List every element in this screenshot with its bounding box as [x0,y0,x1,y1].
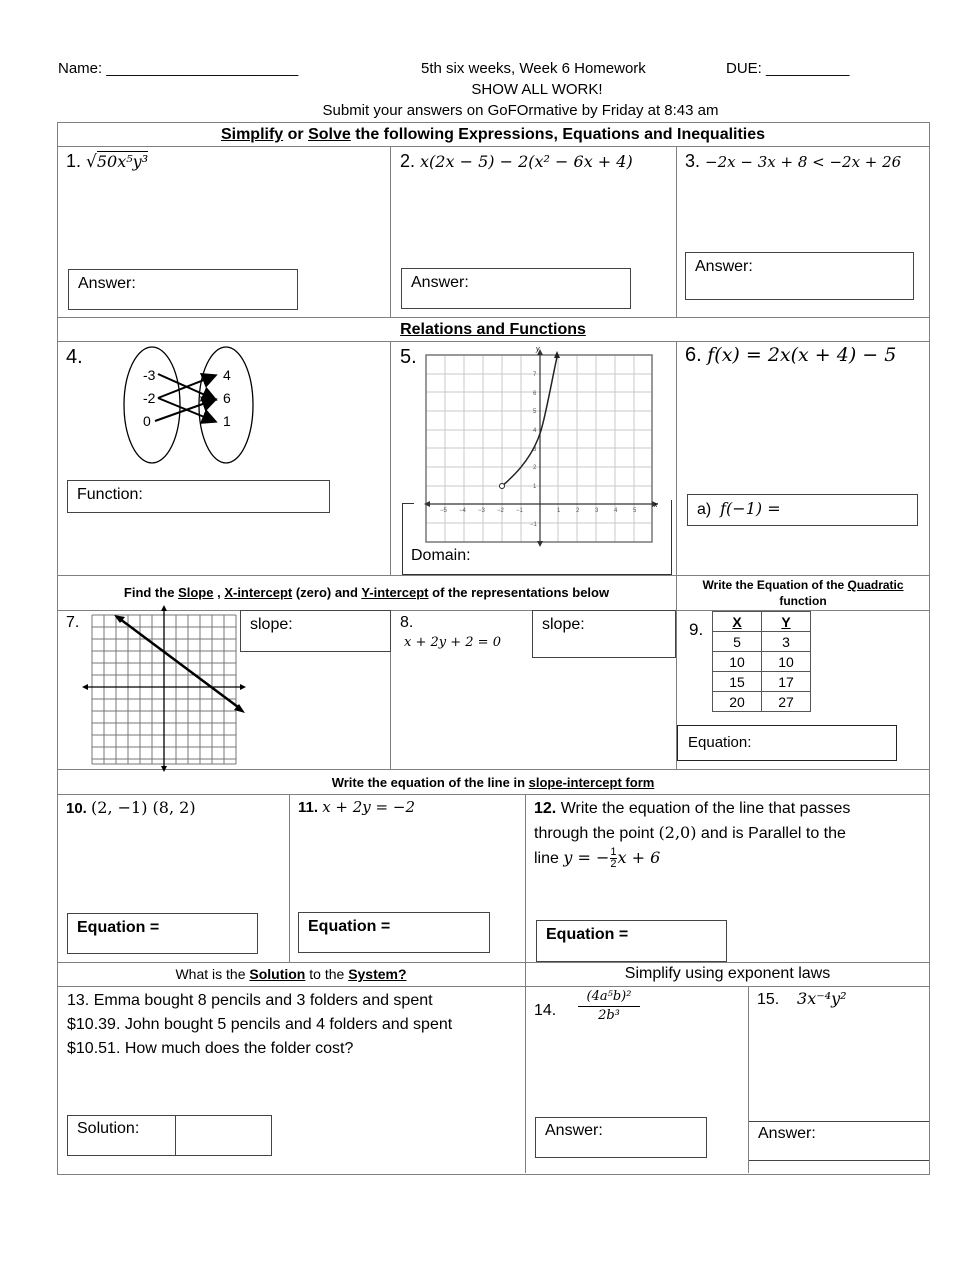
title-text: Write the equation of the line in [331,775,529,790]
q8-expression: x + 2y + 2 = 0 [404,635,501,650]
title-text: What is the [175,966,250,982]
q1-answer-box[interactable] [68,269,298,310]
equation-label: Equation = [546,926,629,943]
point: (2,0) [658,823,697,842]
svg-text:1: 1 [533,484,537,490]
question-number: 12. [534,800,557,817]
section-title-system [57,966,525,982]
svg-text:-3: -3 [143,367,156,383]
question-text: and is Parallel to the [696,825,846,842]
table-row [713,672,811,692]
svg-text:5: 5 [633,508,637,514]
svg-text:y: y [536,346,540,353]
equation-label: Equation = [77,919,160,936]
column-header-x: X [713,612,762,632]
title-text: the following Expressions, Equations and Inequalities [350,126,766,143]
question-7-number: 7. [66,614,80,631]
cell: 3 [762,632,811,652]
question-text: through the point [534,825,659,842]
fraction-numerator: 1 [610,846,617,859]
answer-label: Answer: [411,274,469,291]
expression: x(2x − 5) − 2(x² − 6x + 4) [420,152,633,171]
answer-label: Answer: [78,275,136,292]
svg-text:6: 6 [223,390,231,406]
question-number: 1. [66,151,82,171]
svg-text:0: 0 [143,413,151,429]
section-title-simplify-solve [57,126,929,144]
svg-text:-2: -2 [143,390,156,406]
part-a-expr: f(−1) = [720,499,781,518]
solution-label: Solution: [77,1120,140,1137]
denominator: 2b³ [598,1008,620,1023]
domain-label: Domain: [411,547,471,564]
svg-text:2: 2 [533,465,537,471]
svg-text:−4: −4 [459,508,466,514]
cell: 10 [713,652,762,672]
name-field[interactable]: Name: _______________________ [58,60,299,77]
svg-text:1: 1 [223,413,231,429]
solve-word: Solve [308,126,351,143]
question-number: 3. [685,151,701,171]
simplify-word: Simplify [220,126,284,143]
cell: 17 [762,672,811,692]
question-9-number: 9. [689,620,704,639]
question-text: $10.39. John bought 5 pencils and 4 folders and spent [67,1016,453,1033]
expression: x + 2y = −2 [322,798,416,816]
title-text: Write the Equation of the [702,578,848,592]
svg-text:4: 4 [614,508,618,514]
svg-text:−2: −2 [497,508,504,514]
question-text: Write the equation of the line that passes [556,800,851,817]
table-row [713,652,811,672]
svg-text:4: 4 [533,428,537,434]
question-number: 10. [66,800,87,817]
slope-label: slope: [542,616,585,633]
svg-text:3: 3 [533,447,537,453]
question-11 [298,798,415,816]
equation-label: Equation = [308,918,391,935]
svg-text:4: 4 [223,367,231,383]
question-2 [400,151,633,172]
title-text: or [283,126,309,143]
question-number: 2. [400,151,416,171]
q9-equation-box[interactable] [677,725,897,761]
svg-text:7: 7 [533,372,537,378]
title-text: function [779,594,827,608]
question-6 [685,344,896,367]
question-12 [534,797,850,871]
x-intercept-word: X-intercept [224,585,293,600]
table-header-row [713,612,811,632]
q15-answer-box[interactable] [749,1121,929,1161]
question-4-number: 4. [66,346,83,368]
quadratic-word: Quadratic [847,578,904,592]
line-expr: x + 6 [617,848,661,867]
q6a-answer-box[interactable] [687,494,918,526]
q2-answer-box[interactable] [401,268,631,309]
q13-solution-box[interactable] [67,1115,272,1156]
question-1 [66,151,148,172]
cell: 10 [762,652,811,672]
solution-word: Solution [249,966,306,982]
svg-text:3: 3 [595,508,599,514]
title-text: (zero) and [292,585,362,600]
question-text: 13. Emma bought 8 pencils and 3 folders and spent [67,992,433,1009]
title-text: , [213,585,225,600]
section-title-slope-intercept-form [57,775,929,790]
cell: 15 [713,672,762,692]
svg-text:2: 2 [576,508,580,514]
question-10 [66,798,196,817]
title-text: to the [305,966,349,982]
cell: 20 [713,692,762,712]
q4-function-box[interactable] [67,480,330,513]
title-text: of the representations below [428,585,610,600]
cell: 27 [762,692,811,712]
table-row [713,692,811,712]
system-word: System? [348,966,407,982]
worksheet-title: 5th six weeks, Week 6 Homework [421,60,646,77]
answer-label: Answer: [695,258,753,275]
q5-domain-box[interactable] [402,503,672,575]
svg-text:−5: −5 [440,508,447,514]
question-3 [685,151,901,172]
y-intercept-word: Y-intercept [361,585,429,600]
table-row [713,632,811,652]
graph-q7 [80,605,250,775]
q12-equation-box[interactable] [536,920,727,962]
fraction [610,847,616,870]
expression: (2, −1) (8, 2) [91,798,196,817]
svg-text:5: 5 [533,409,537,415]
fraction-denominator: 2 [610,858,617,871]
q8-slope-box[interactable] [532,610,676,658]
q11-equation-box[interactable] [298,912,490,953]
q3-answer-box[interactable] [685,252,914,300]
section-title-slope-intercepts [57,585,676,600]
question-text: line [534,850,564,867]
question-15 [757,989,847,1009]
slope-word: Slope [178,585,214,600]
column-header-y: Y [762,612,811,632]
question-number: 11. [298,799,319,816]
question-13 [67,989,452,1061]
svg-text:−1: −1 [530,522,537,528]
slope-label: slope: [250,616,293,633]
numerator: (4a⁵b)² [578,988,640,1007]
expression: 3x⁻⁴y² [797,989,847,1008]
cell: 5 [713,632,762,652]
expression: −2x − 3x + 8 < −2x + 26 [705,153,902,171]
svg-text:1: 1 [557,508,561,514]
question-number: 15. [757,991,780,1008]
question-text: $10.51. How much does the folder cost? [67,1040,354,1057]
svg-text:6: 6 [533,391,537,397]
part-a-label [697,499,781,519]
answer-label: Answer: [545,1122,603,1139]
question-5-number: 5. [400,346,417,368]
svg-text:−1: −1 [516,508,523,514]
q14-answer-box[interactable] [535,1117,707,1158]
due-field[interactable]: DUE: __________ [726,60,850,77]
radical-sign-icon: √ [86,152,97,172]
q14-fraction [578,988,640,1025]
section-title-relations: Relations and Functions [400,321,586,338]
svg-text:−3: −3 [478,508,485,514]
xy-table [712,611,811,712]
answer-label: Answer: [758,1125,816,1142]
slope-intercept-form-word: slope-intercept form [528,775,655,790]
section-title-exponent-laws: Simplify using exponent laws [624,965,831,982]
question-number: 6. [685,344,702,366]
title-text: Find the [123,585,179,600]
radicand: 50x⁵y³ [96,152,149,171]
question-14-number: 14. [534,1002,557,1019]
expression: f(x) = 2x(x + 4) − 5 [707,344,897,366]
part-a: a) [697,501,712,518]
question-8-number: 8. [400,614,414,631]
submit-note: Submit your answers on GoFOrmative by Friday at 8:43 am [322,102,719,119]
line-expr: y = − [563,848,610,867]
show-work-note: SHOW ALL WORK! [471,81,603,98]
function-label: Function: [77,486,143,503]
mapping-diagram [115,345,265,470]
section-title-quadratic [677,577,929,609]
q7-slope-box[interactable] [240,610,391,652]
q10-equation-box[interactable] [67,913,258,954]
equation-label: Equation: [688,734,752,751]
svg-text:x: x [654,502,658,509]
